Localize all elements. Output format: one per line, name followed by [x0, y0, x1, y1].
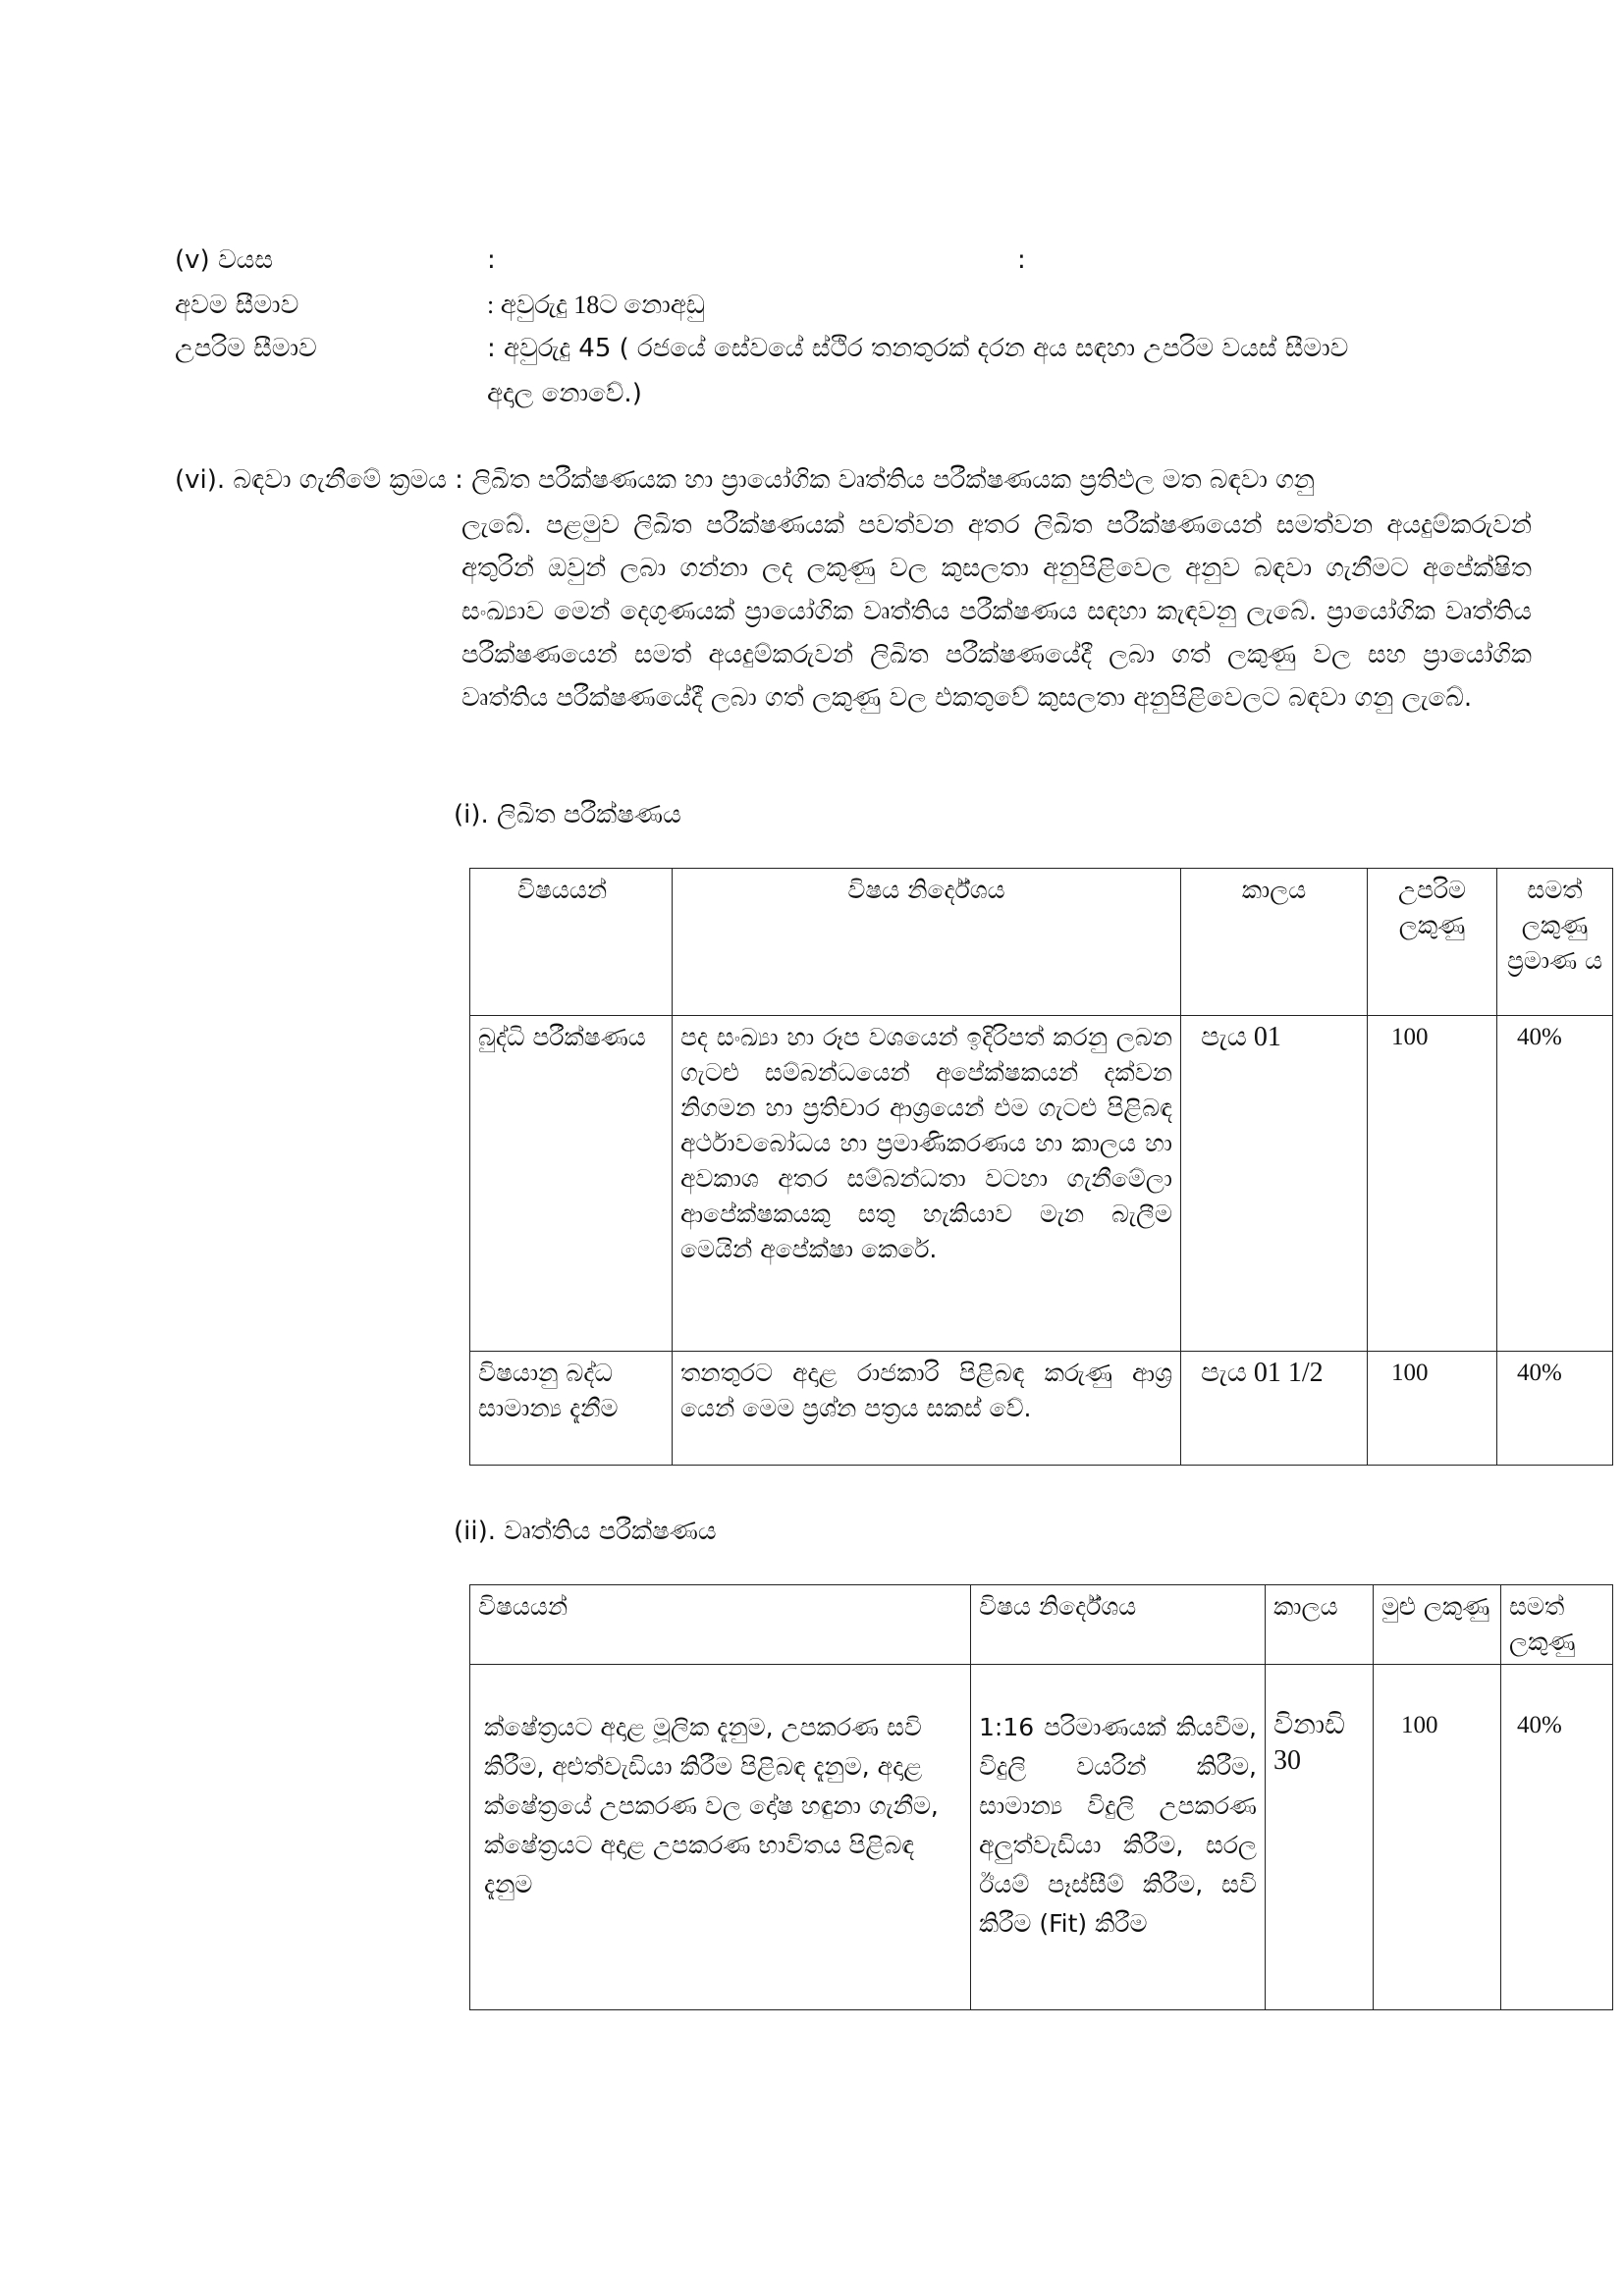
syllabus-cell: තනතුරට අදාළ රාජකාරි පිළිබඳ කරුණු ආශ්‍ර යෙන් මෙම ප්‍රශ්න පත්‍රය සකස් වේ.	[673, 1352, 1181, 1466]
header-max-marks: උපරිම ලකුණු	[1368, 869, 1497, 1016]
duration-cell: පැය 01	[1181, 1016, 1368, 1352]
subject-cell: විෂයානු බද්ධ සාමාන්‍ය දැනීම	[470, 1352, 673, 1466]
age-colon-1: :	[487, 245, 496, 275]
pass-marks-cell: 40%	[1501, 1665, 1613, 2010]
table-header-row	[470, 869, 1613, 1016]
recruitment-body: ලැබේ. පළමුව ලිඛිත පරීක්ෂණයක් පවත්වන අතර ලිඛිත පරීක්ෂණයෙන් සමත්වන අයදුම්කරුවන් අතුරින් ඔවුන් ලබා ගන්නා ලද ලකුණු වල කුසලතා අනුපිළිවෙල අනුව බඳවා ගැනීමට අපේක්ෂිත සංඛ්‍යාව මෙන් දෙගුණයක් ප්‍රායෝගික වෘත්තිය පරීක්ෂණය සඳහා කැඳවනු ලැබේ. ප්‍රායෝගික වෘත්තිය පරීක්ෂණයෙන් සමත් අයදුම්කරුවන් ලිඛිත පරීක්ෂණයේදී ලබා ගත් ලකුණු වල සහ ප්‍රායෝගික වෘත්තිය පරීක්ෂණයේදී ලබා ගත් ලකුණු වල එකතුවේ කුසලතා අනුපිළිවෙලට බඳවා ගනු ලැබේ.	[461, 510, 1532, 713]
min-age-value: : අවුරුදු 18ට නොඅඩු	[487, 291, 706, 319]
subject-cell: ක්ෂේත්‍රයට අදාළ මූලික දැනුම, උපකරණ සවි කිරීම, අළුත්වැඩියා කිරීම පිළිබඳ දැනුම, අදාළ ක්ෂේත්‍රයේ උපකරණ වල දෝෂ හඳුනා ගැනීම, ක්ෂේත්‍රයට අදාළ උපකරණ භාවිතය පිළිබඳ දැනුම	[470, 1665, 971, 2010]
max-age-label: උපරිම සීමාව	[175, 334, 317, 363]
vocational-exam-title: (ii). වෘත්තිය පරීක්ෂණය	[454, 1517, 717, 1546]
age-label: (v) වයස	[175, 245, 274, 275]
syllabus-cell: 1:16 පරිමාණයක් කියවීම, විදුලි වයරින් කිරීම, සාමාන්‍ය විදුලි උපකරණ අලුත්වැඩියා කිරීම, සරල ඊයම් පෑස්සීම් කිරීම, සවි කිරීම (Fit) කිරීම	[971, 1665, 1266, 2010]
header-syllabus: විෂය නිර්දේශය	[971, 1585, 1266, 1665]
header-duration: කාලය	[1266, 1585, 1374, 1665]
header-duration: කාලය	[1181, 869, 1368, 1016]
pass-marks-cell: 40%	[1497, 1352, 1613, 1466]
pass-marks-cell: 40%	[1497, 1016, 1613, 1352]
header-syllabus: විෂය නිර්දේශය	[673, 869, 1181, 1016]
written-exam-table	[469, 868, 1613, 1466]
max-age-value-line1: : අවුරුදු 45 ( රජයේ සේවයේ ස්ථිර තනතුරක් දරන අය සඳහා උපරිම වයස් සීමාව	[487, 334, 1349, 363]
subject-cell: බුද්ධි පරීක්ෂණය	[470, 1016, 673, 1352]
table-row	[470, 1352, 1613, 1466]
header-subjects: විෂයයන්	[470, 1585, 971, 1665]
syllabus-cell: පද සංඛ්‍යා හා රූප වශයෙන් ඉදිරිපත් කරනු ලබන ගැටළු සම්බන්ධයෙන් අපේක්ෂකයන් දක්වන නිගමන හා ප්‍රතිචාර ආශ්‍රයෙන් එම ගැටළු පිළිබඳ අර්ථාවබෝධය හා ප්‍රමාණිකරණය හා කාලය හා අවකාශ අතර සම්බන්ධතා වටහා ගැනීමේලා ආපේක්ෂකයකු සතු හැකියාව මැන බැලීම මෙයින් අපේක්ෂා කෙරේ.	[673, 1016, 1181, 1352]
written-exam-title: (i). ලිඛිත පරීක්ෂණය	[454, 800, 681, 829]
header-pass-marks: සමත් ලකුණු	[1501, 1585, 1613, 1665]
vocational-exam-table	[469, 1584, 1613, 2010]
min-age-label: අවම සීමාව	[175, 291, 299, 320]
total-marks-cell: 100	[1374, 1665, 1501, 2010]
recruitment-heading: (vi). බඳවා ගැනීමේ ක්‍රමය : ලිඛිත පරීක්ෂණයක හා ප්‍රායෝගික වෘත්තිය පරීක්ෂණයක ප්‍රතිඵල මත බඳවා ගනු	[175, 465, 1315, 495]
table-row	[470, 1665, 1613, 2010]
header-pass-marks: සමත් ලකුණු ප්‍රමාණ ය	[1497, 869, 1613, 1016]
table-header-row	[470, 1585, 1613, 1665]
max-age-value-line2: අදාල නොවේ.)	[487, 379, 642, 408]
table-row	[470, 1016, 1613, 1352]
max-marks-cell: 100	[1368, 1352, 1497, 1466]
header-subjects: විෂයයන්	[470, 869, 673, 1016]
duration-cell: විනාඩි 30	[1266, 1665, 1374, 2010]
duration-cell: පැය 01 1/2	[1181, 1352, 1368, 1466]
header-total-marks: මුළු ලකුණු	[1374, 1585, 1501, 1665]
max-marks-cell: 100	[1368, 1016, 1497, 1352]
age-colon-2: :	[1017, 245, 1026, 275]
